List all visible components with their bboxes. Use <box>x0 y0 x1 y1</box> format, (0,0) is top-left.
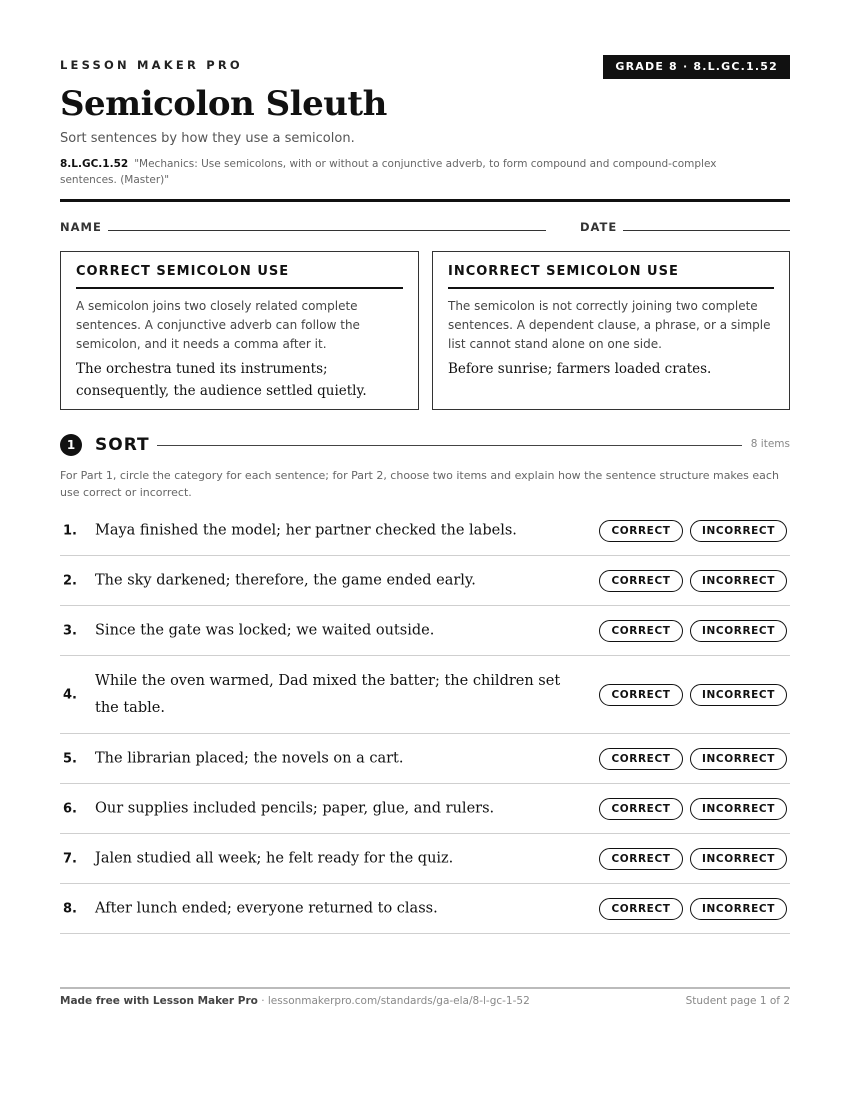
incorrect-use-box <box>432 251 790 410</box>
choice-group <box>599 748 787 770</box>
incorrect-choice-button[interactable]: INCORRECT <box>690 520 787 542</box>
date-label: DATE <box>580 220 618 234</box>
standard-text: "Mechanics: Use semicolons, with or without a conjunctive adverb, to form compound and compound-complex sentences. (Master)" <box>60 158 717 186</box>
item-sentence: Since the gate was locked; we waited outside. <box>95 622 435 638</box>
correct-choice-button[interactable]: CORRECT <box>599 848 683 870</box>
date-field[interactable] <box>623 230 790 231</box>
choice-group <box>599 848 787 870</box>
list-item <box>60 734 790 784</box>
correct-choice-button[interactable]: CORRECT <box>599 748 683 770</box>
name-field[interactable] <box>108 230 546 231</box>
section-title: SORT <box>95 435 150 455</box>
item-number: 7. <box>63 851 77 866</box>
footer-page-number: Student page 1 of 2 <box>685 995 790 1007</box>
incorrect-choice-button[interactable]: INCORRECT <box>690 684 787 706</box>
correct-use-box <box>60 251 419 410</box>
choice-group <box>599 798 787 820</box>
item-sentence: The sky darkened; therefore, the game ended early. <box>95 572 476 588</box>
header-divider <box>60 199 790 202</box>
incorrect-use-description: The semicolon is not correctly joining two complete sentences. A dependent clause, a phrase, or a simple list cannot stand alone on one side. <box>448 299 771 351</box>
choice-group <box>599 684 787 706</box>
worksheet-subtitle: Sort sentences by how they use a semicolon. <box>60 131 355 146</box>
list-item <box>60 606 790 656</box>
section-instructions: For Part 1, circle the category for each sentence; for Part 2, choose two items and explain how the sentence structure makes each use correct or incorrect. <box>60 469 779 499</box>
standard-description <box>60 156 760 188</box>
item-number: 3. <box>63 623 77 638</box>
correct-choice-button[interactable]: CORRECT <box>599 520 683 542</box>
list-item <box>60 834 790 884</box>
item-sentence: While the oven warmed, Dad mixed the batter; the children set the table. <box>95 672 561 716</box>
item-number: 6. <box>63 801 77 816</box>
incorrect-choice-button[interactable]: INCORRECT <box>690 848 787 870</box>
correct-choice-button[interactable]: CORRECT <box>599 570 683 592</box>
item-number: 2. <box>63 573 77 588</box>
footer-url[interactable]: · lessonmakerpro.com/standards/ga-ela/8-l-gc-1-52 <box>257 995 530 1007</box>
item-number: 1. <box>63 523 77 538</box>
item-sentence: Jalen studied all week; he felt ready for the quiz. <box>95 850 454 866</box>
item-number: 4. <box>63 687 77 702</box>
section-divider <box>157 445 742 446</box>
item-sentence: After lunch ended; everyone returned to class. <box>95 900 438 916</box>
item-sentence: The librarian placed; the novels on a cart. <box>95 750 404 766</box>
list-item <box>60 784 790 834</box>
correct-choice-button[interactable]: CORRECT <box>599 798 683 820</box>
standard-code: 8.L.GC.1.52 <box>60 158 129 170</box>
worksheet-title: Semicolon Sleuth <box>60 84 387 124</box>
item-number: 5. <box>63 751 77 766</box>
item-sentence: Maya finished the model; her partner checked the labels. <box>95 522 517 538</box>
choice-group <box>599 520 787 542</box>
correct-use-example: The orchestra tuned its instruments; consequently, the audience settled quietly. <box>76 361 367 399</box>
choice-group <box>599 898 787 920</box>
correct-choice-button[interactable]: CORRECT <box>599 898 683 920</box>
incorrect-choice-button[interactable]: INCORRECT <box>690 798 787 820</box>
brand-name: LESSON MAKER PRO <box>60 58 243 72</box>
footer-made-with: Made free with Lesson Maker Pro <box>60 995 258 1007</box>
list-item <box>60 506 790 556</box>
choice-group <box>599 570 787 592</box>
grade-badge: GRADE 8 · 8.L.GC.1.52 <box>603 55 790 79</box>
correct-choice-button[interactable]: CORRECT <box>599 684 683 706</box>
list-item <box>60 656 790 734</box>
item-count: 8 items <box>750 438 790 450</box>
correct-use-heading: CORRECT SEMICOLON USE <box>76 264 403 289</box>
section-number-badge: 1 <box>60 434 82 456</box>
correct-choice-button[interactable]: CORRECT <box>599 620 683 642</box>
incorrect-choice-button[interactable]: INCORRECT <box>690 898 787 920</box>
sentence-list <box>60 506 790 934</box>
item-sentence: Our supplies included pencils; paper, glue, and rulers. <box>95 800 495 816</box>
footer-divider <box>60 987 790 989</box>
list-item <box>60 884 790 934</box>
incorrect-choice-button[interactable]: INCORRECT <box>690 748 787 770</box>
list-item <box>60 556 790 606</box>
correct-use-description: A semicolon joins two closely related complete sentences. A conjunctive adverb can follow the semicolon, and it needs a comma after it. <box>76 299 360 351</box>
incorrect-choice-button[interactable]: INCORRECT <box>690 620 787 642</box>
item-number: 8. <box>63 901 77 916</box>
choice-group <box>599 620 787 642</box>
footer-credit <box>60 995 530 1007</box>
incorrect-use-example: Before sunrise; farmers loaded crates. <box>448 361 712 377</box>
incorrect-choice-button[interactable]: INCORRECT <box>690 570 787 592</box>
name-label: NAME <box>60 220 102 234</box>
incorrect-use-heading: INCORRECT SEMICOLON USE <box>448 264 774 289</box>
